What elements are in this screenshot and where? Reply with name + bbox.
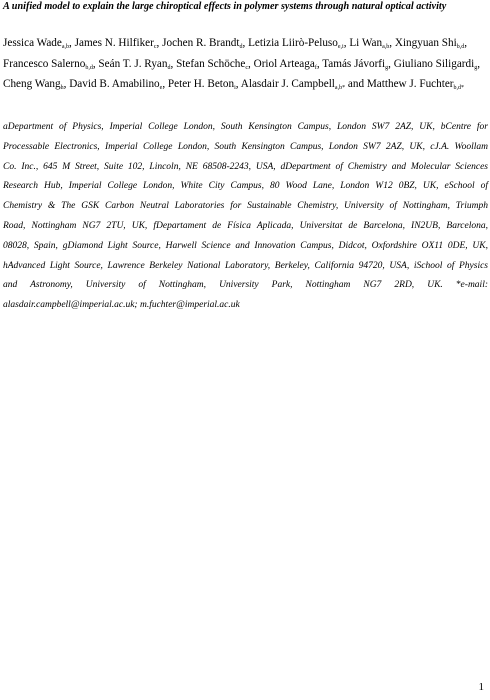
affiliation-line: Road, Nottingham NG7 2TU, UK, fDepartament de Física Aplicada, Universitat de Barcelona, IN2UB, Barcelona, <box>3 220 488 231</box>
author-list <box>3 33 489 95</box>
author: Letizia Liirò-Peluso$_{e,i}$ <box>248 37 344 50</box>
affiliation-line: and Astronomy, University of Nottingham, University Park, Nottingham NG7 2RD, UK. *e-mail: <box>3 280 488 291</box>
author: James N. Hilfiker$_c$ <box>74 37 157 50</box>
author: Oriol Arteaga$_f$ <box>253 57 317 71</box>
affiliation-line: Chemistry & The GSK Carbon Neutral Laboratories for Sustainable Chemistry, University of Nottingham, Triumph <box>3 201 488 212</box>
affiliation-line: Processable Electronics, Imperial College London, South Kensington Campus, London SW7 2AZ, UK, cJ.A. Woollam <box>3 141 488 152</box>
author-line-2: Francesco Salerno$_{b,d}$, Seán T. J. Ryan$_d$, Stefan Schöche$_c$, Oriol Arteaga$_f$, Tamás Jávorfi$_g$, Giuliano Siligardi$_g$, <box>3 57 481 71</box>
author: Francesco Salerno$_{b,d}$ <box>3 57 93 71</box>
author: Stefan Schöche$_c$ <box>176 57 249 71</box>
affiliation-line: Co. Inc., 645 M Street, Suite 102, Lincoln, NE 68508-2243, USA, dDepartment of Chemistry and Molecular Sciences <box>3 161 488 172</box>
affiliation-line: aDepartment of Physics, Imperial College London, South Kensington Campus, London SW7 2AZ, UK, bCentre for <box>3 122 488 132</box>
page-number: 1 <box>478 681 484 693</box>
author: David B. Amabilino$_e$ <box>69 78 163 92</box>
author: Giuliano Siligardi$_g$ <box>393 57 478 71</box>
affiliation-line: 08028, Spain, gDiamond Light Source, Harwell Science and Innovation Campus, Didcot, Oxfordshire OX11 0DE, UK, <box>3 240 488 251</box>
author: Cheng Wang$_h$ <box>3 78 64 92</box>
author: Jessica Wade$_{a,b}$ <box>3 37 70 50</box>
affiliation-line: Research Hub, Imperial College London, White City Campus, 80 Wood Lane, London W12 0BZ, UK, eSchool of <box>3 181 488 192</box>
affiliations <box>3 118 488 316</box>
paper-title: A unified model to explain the large chiroptical effects in polymer systems through natural optical activity <box>3 1 447 12</box>
author: Tamás Jávorfi$_g$ <box>322 57 389 71</box>
affiliation-line: hAdvanced Light Source, Lawrence Berkeley National Laboratory, Berkeley, California 94720, USA, iSchool of Physics <box>3 260 488 271</box>
author: Alasdair J. Campbell$_{a,b*}$ <box>240 78 346 92</box>
author: Jochen R. Brandt$_d$ <box>162 37 243 50</box>
author: Xingyuan Shi$_{b,d}$ <box>394 37 465 50</box>
author: Seán T. J. Ryan$_d$ <box>98 57 171 71</box>
author-line-1: Jessica Wade$_{a,b}$, James N. Hilfiker$_c$, Jochen R. Brandt$_d$, Letizia Liirò-Peluso$_{e,i}$, Li Wan$_{a,b}$, Xingyuan Shi$_{b,d}$, <box>3 37 467 50</box>
author: Peter H. Beton$_i$ <box>167 78 236 92</box>
author-line-3: Cheng Wang$_h$, David B. Amabilino$_e$, Peter H. Beton$_i$, Alasdair J. Campbell$_{a,b*}$ and Matthew J. Fuchter$_{b,d*}$ <box>3 78 465 92</box>
affiliation-line: alasdair.campbell@imperial.ac.uk; m.fuchter@imperial.ac.uk <box>3 300 240 311</box>
author: Li Wan$_{a,b}$ <box>349 37 390 50</box>
author: Matthew J. Fuchter$_{b,d*}$ <box>366 78 465 92</box>
